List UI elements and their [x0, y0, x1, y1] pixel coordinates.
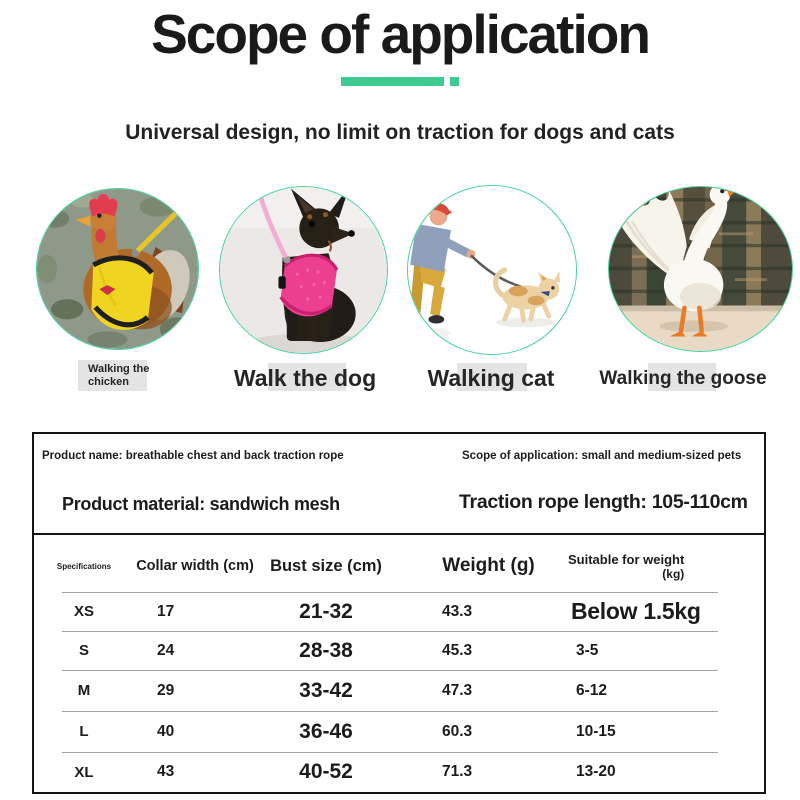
caption-walking-goose: Walking the goose	[599, 368, 767, 389]
table-row-s	[34, 631, 764, 670]
table-row-m	[34, 670, 764, 711]
cell-weight: 43.3	[442, 602, 473, 620]
section-divider	[34, 533, 764, 535]
cell-size: S	[78, 642, 89, 659]
cell-weight: 45.3	[442, 641, 473, 659]
photo-walk-the-dog	[219, 186, 388, 354]
cell-weight: 47.3	[442, 681, 473, 699]
photo-walking-goose	[608, 186, 793, 352]
header-collar-width: Collar width (cm)	[136, 558, 254, 574]
title-underline	[0, 77, 800, 86]
photo-walking-cat	[407, 185, 577, 355]
product-name-text: Product name: breathable chest and back traction rope	[42, 450, 344, 462]
cell-bust: 28-38	[299, 638, 353, 662]
cell-suitable: 13-20	[576, 763, 616, 780]
cell-suitable: 10-15	[576, 722, 616, 740]
page-title: Scope of application	[151, 3, 649, 65]
cell-bust: 21-32	[299, 599, 353, 623]
rope-length-text: Traction rope length: 105-110cm	[459, 491, 748, 513]
table-row-xl	[34, 752, 764, 792]
specification-box	[32, 432, 766, 794]
product-material-text: Product material: sandwich mesh	[62, 494, 340, 514]
dog-harness-illustration	[220, 187, 387, 353]
cell-bust: 40-52	[299, 760, 353, 783]
table-row-xs	[34, 592, 764, 631]
person-walking-cat-illustration	[408, 186, 576, 354]
cell-collar: 17	[157, 602, 175, 620]
goose-illustration	[609, 187, 792, 351]
caption-walking-cat: Walking cat	[427, 365, 555, 391]
cell-size: XS	[73, 603, 94, 620]
cell-collar: 40	[157, 722, 175, 740]
header-suitable-weight	[549, 552, 764, 581]
header-weight: Weight (g)	[442, 555, 535, 576]
cell-size: XL	[74, 763, 94, 781]
photo-walking-chicken	[36, 188, 199, 350]
cell-collar: 43	[157, 763, 175, 780]
application-scope-text: Scope of application: small and medium-sized pets	[462, 450, 742, 462]
cell-weight: 71.3	[442, 763, 473, 780]
cell-collar: 24	[157, 641, 175, 659]
cell-suitable: 6-12	[576, 681, 608, 699]
cell-suitable: 3-5	[576, 641, 599, 659]
size-table-header-row	[34, 540, 764, 592]
caption-walk-the-dog: Walk the dog	[233, 365, 377, 391]
accent-bar	[341, 77, 444, 86]
cell-suitable: Below 1.5kg	[571, 598, 701, 624]
rooster-harness-illustration	[37, 189, 198, 349]
cell-collar: 29	[157, 681, 175, 699]
cell-size: L	[79, 723, 89, 740]
header-specifications: Specifications	[56, 561, 112, 571]
table-row-l	[34, 711, 764, 752]
header-bust-size: Bust size (cm)	[270, 556, 382, 575]
cell-bust: 33-42	[299, 678, 353, 702]
accent-square	[450, 77, 459, 86]
cell-weight: 60.3	[442, 722, 473, 740]
caption-walking-chicken: Walking the chicken	[88, 363, 150, 388]
cell-size: M	[77, 682, 91, 699]
subtitle: Universal design, no limit on traction for dogs and cats	[125, 121, 675, 144]
cell-bust: 36-46	[299, 719, 353, 743]
header-suitable-weight-block: Suitable for weight (kg)	[568, 551, 685, 581]
